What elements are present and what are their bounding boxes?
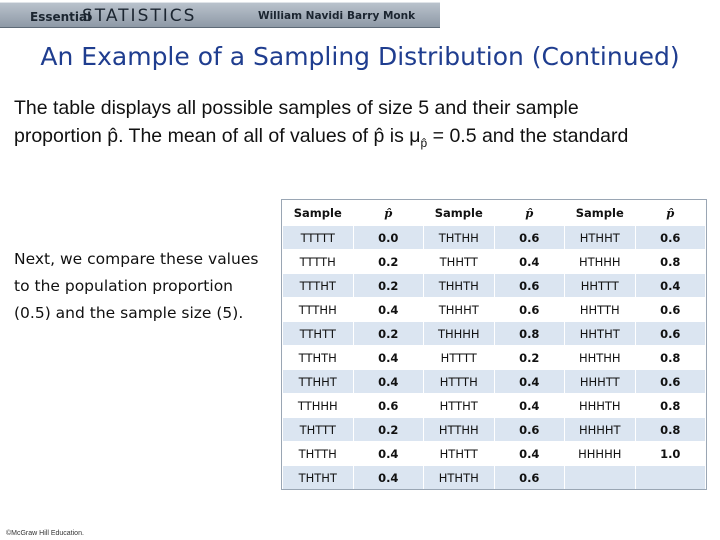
header-sample-1: Sample [283,201,354,226]
sample-cell: THHHT [424,298,495,322]
sample-proportion-table [282,200,706,490]
proportion-cell: 0.6 [494,418,565,442]
sample-cell: HHTHT [565,322,636,346]
proportion-cell: 0.6 [494,298,565,322]
proportion-cell: 0.2 [353,274,424,298]
table-body [283,226,706,490]
brand-essential: Essential [30,10,92,24]
sample-cell: HHTHH [565,346,636,370]
sample-cell: HTTTT [424,346,495,370]
brand-statistics: STATISTICS [82,6,197,26]
proportion-cell: 0.6 [635,370,706,394]
proportion-cell: 0.6 [353,394,424,418]
table-row [283,418,706,442]
sample-cell: HTTTH [424,370,495,394]
sample-cell: TTHHT [283,370,354,394]
proportion-cell: 0.4 [494,394,565,418]
table-row [283,466,706,490]
proportion-cell: 0.4 [353,442,424,466]
sample-cell: HTHTH [424,466,495,490]
sample-cell: TTTHH [283,298,354,322]
intro-line-1: The table displays all possible samples of size 5 and their sample [14,97,579,119]
proportion-cell: 0.6 [494,226,565,250]
intro-line-2-text: proportion p̂. The mean of all of values of p̂ is μ [14,125,421,147]
intro-mu-subscript: p̂ [420,135,428,150]
table-row [283,370,706,394]
table-row [283,226,706,250]
sample-cell: HHHHH [565,442,636,466]
sample-cell: THTHT [283,466,354,490]
sample-cell: HHTTH [565,298,636,322]
brand-bar [0,2,440,28]
sample-cell: TTTHT [283,274,354,298]
header-phat-2: p̂ [494,201,565,226]
proportion-cell: 0.2 [353,418,424,442]
sample-cell [565,466,636,490]
intro-line-2-tail: = 0.5 and the standard [427,125,629,147]
proportion-cell: 0.8 [635,394,706,418]
intro-line-2 [14,122,714,157]
table-header-row [283,201,706,226]
proportion-cell: 0.4 [353,466,424,490]
comparison-note: Next, we compare these values to the population proportion (0.5) and the sample size (5). [14,250,259,322]
sample-cell: HHHHT [565,418,636,442]
sample-cell: THTTH [283,442,354,466]
publisher-banner [0,0,720,28]
proportion-cell: 0.4 [353,346,424,370]
proportion-cell [635,466,706,490]
sample-cell: TTHHH [283,394,354,418]
proportion-cell: 0.0 [353,226,424,250]
proportion-cell: 0.2 [494,346,565,370]
sample-cell: HHHTH [565,394,636,418]
intro-paragraph [14,94,714,157]
proportion-cell: 0.8 [635,250,706,274]
proportion-cell: 0.8 [635,418,706,442]
sample-cell: HHTTT [565,274,636,298]
sample-cell: HTTHT [424,394,495,418]
sample-cell: HTHTT [424,442,495,466]
header-phat-1: p̂ [353,201,424,226]
sample-cell: HTHHT [565,226,636,250]
sample-cell: THHTT [424,250,495,274]
table-row [283,322,706,346]
sample-cell: THTHH [424,226,495,250]
header-sample-3: Sample [565,201,636,226]
proportion-cell: 0.4 [494,250,565,274]
sample-cell: THHTH [424,274,495,298]
sample-cell: HHHTT [565,370,636,394]
proportion-cell: 0.6 [494,274,565,298]
author-monk: Barry Monk [347,10,416,22]
copyright-footer: ©McGraw Hill Education. [6,530,84,537]
proportion-cell: 0.4 [494,442,565,466]
slide-title: An Example of a Sampling Distribution (Continued) [40,42,680,71]
proportion-cell: 0.4 [494,370,565,394]
sample-cell: TTTTH [283,250,354,274]
proportion-cell: 0.6 [635,226,706,250]
table-row [283,298,706,322]
header-sample-2: Sample [424,201,495,226]
header-phat-3: p̂ [635,201,706,226]
sample-cell: HTTHH [424,418,495,442]
proportion-cell: 0.4 [353,370,424,394]
sample-cell: TTHTT [283,322,354,346]
author-navidi: William Navidi [258,10,344,22]
proportion-cell: 0.8 [494,322,565,346]
proportion-cell: 0.8 [635,346,706,370]
sample-cell: THTTT [283,418,354,442]
proportion-cell: 0.2 [353,322,424,346]
sample-cell: TTTTT [283,226,354,250]
proportion-cell: 1.0 [635,442,706,466]
sample-cell: TTHTH [283,346,354,370]
table-row [283,274,706,298]
proportion-cell: 0.6 [635,322,706,346]
sample-cell: THHHH [424,322,495,346]
table-row [283,346,706,370]
proportion-cell: 0.6 [635,298,706,322]
table-row [283,250,706,274]
proportion-cell: 0.6 [494,466,565,490]
proportion-cell: 0.4 [353,298,424,322]
sample-cell: HTHHH [565,250,636,274]
table-row [283,394,706,418]
table-row [283,442,706,466]
proportion-cell: 0.4 [635,274,706,298]
proportion-cell: 0.2 [353,250,424,274]
